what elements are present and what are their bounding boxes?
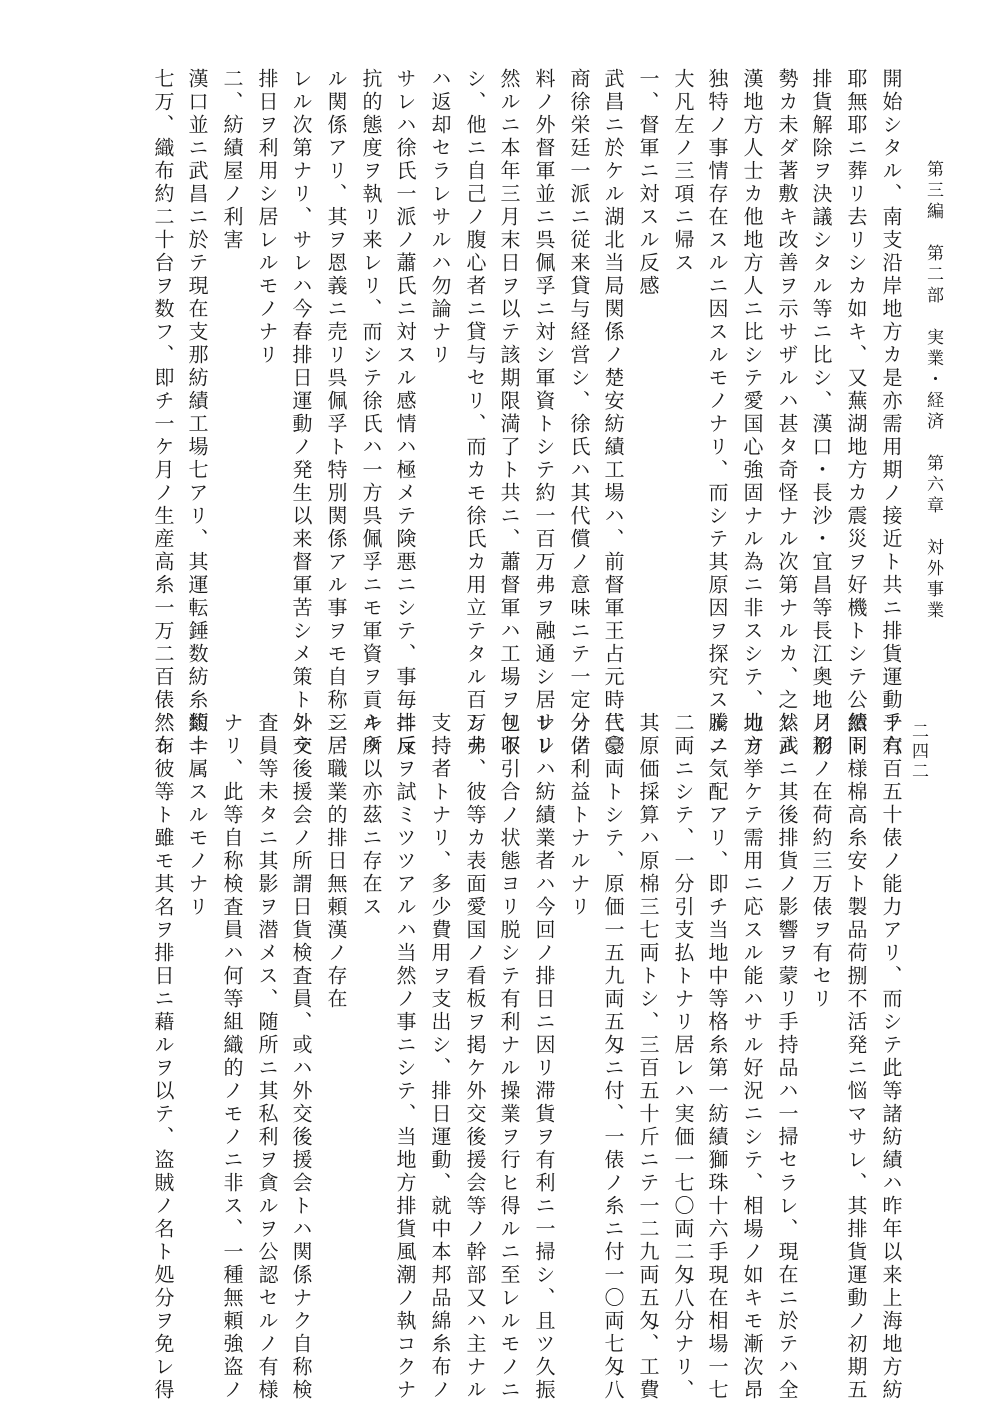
text-line: 類ニ属スルモノナリ	[185, 712, 209, 919]
text-line: サレハ徐氏一派ノ蕭氏ニ対スル感情ハ極メテ険悪ニシテ、事毎ニ反	[393, 68, 417, 758]
text-line: 耶無耶ニ葬リ去リシカ如キ、又蕪湖地方カ震災ヲ好機トシテ公然ト	[844, 68, 868, 758]
page-number: 二四二	[908, 722, 928, 782]
running-head: 第三編 第二部 実業・経済 第六章 対外事業	[923, 160, 943, 622]
text-line: 排貨解除ヲ決議シタル等ニ比シ、漢口・長沙・宜昌等長江奥地ノ形	[809, 68, 833, 758]
text-line: 料ノ外督軍並ニ呉佩孚ニ対シ軍資トシテ約一百万弗ヲ融通シ居レリ	[532, 68, 556, 758]
text-line: 開始シタル、南支沿岸地方カ是亦需用期ノ接近ト共ニ排貨運動ヲ有	[879, 68, 903, 758]
text-line: レル次第ナリ、サレハ今春排日運動ノ発生以来督軍苦シメ策トシテ	[289, 68, 313, 758]
text-line: 分ノ利益トナルナリ	[567, 712, 591, 919]
text-line: 騰ノ気配アリ、即チ当地中等格糸第一紡績獅珠十六手現在相場一七	[705, 712, 729, 1402]
text-line: 漢地方人士カ他地方人ニ比シテ愛国心強固ナル為ニ非スシテ、地方	[740, 68, 764, 758]
text-line: シ、他ニ自己ノ腹心者ニ貸与セリ、而カモ徐氏カ用立テタル百万弗	[463, 68, 487, 758]
text-line: 漢口並ニ武昌ニ於テ現在支那紡績工場七アリ、其運転錘数紡糸約十	[185, 68, 209, 758]
text-line: 月初ノ在荷約三万俵ヲ有セリ	[809, 712, 833, 1011]
text-line: 七万、織布約二十台ヲ数フ、即チ一ケ月ノ生産高糸一万二百俵、布	[151, 68, 175, 758]
text-line: 排日ヲ利用シ居レルモノナリ	[255, 68, 279, 367]
text-line: ハ返却セラレサルハ勿論ナリ	[428, 68, 452, 367]
section-heading: 三、職業的排日無頼漢ノ存在	[324, 712, 348, 1011]
text-line: 抗的態度ヲ執リ来レリ、而シテ徐氏ハ一方呉佩孚ニモ軍資ヲ貢キタ	[359, 68, 383, 758]
text-line: シテ、彼等カ表面愛国ノ看板ヲ掲ケ外交後援会等ノ幹部又ハ主ナル	[463, 712, 487, 1402]
text-line: 独特ノ事情存在スルニ因スルモノナリ、而シテ其原因ヲ探究スルニ	[705, 68, 729, 758]
text-line: 支持者トナリ、多少費用ヲ支出シ、排日運動、就中本邦品綿糸布ノ	[428, 712, 452, 1402]
text-line: 其原価採算ハ原棉三七両トシ、三百五十斤ニテ一二九両五匁、工費	[636, 712, 660, 1402]
section-heading: 二、紡績屋ノ利害	[220, 68, 244, 252]
text-line: ナリ、此等自称検査員ハ何等組織的ノモノニ非ス、一種無頼強盗ノ	[220, 712, 244, 1402]
text-line: 千六百五十俵ノ能力アリ、而シテ此等諸紡績ハ昨年以来上海地方紡	[879, 712, 903, 1402]
text-line: ル所以亦茲ニ存在ス	[359, 712, 383, 919]
text-line: 績同様棉高糸安ト製品荷捌不活発ニ悩マサレ、其排貨運動ノ初期五	[844, 712, 868, 1402]
text-line: 三〇両トシテ、原価一五九両五匁ニ付、一俵ノ糸ニ付一〇両七匁八	[601, 712, 625, 1402]
text-line: 商徐栄廷一派ニ従来貸与経営シ、徐氏ハ其代償ノ意味ニテ一定ノ借	[567, 68, 591, 758]
text-line: 然ルニ其後排貨ノ影響ヲ蒙リ手持品ハ一掃セラレ、現在ニ於テハ全	[775, 712, 799, 1402]
section-heading: 一、督軍ニ対スル反感	[636, 68, 660, 298]
text-line: 排斥ヲ試ミツツアルハ当然ノ事ニシテ、当地方排貨風潮ノ執コクナ	[393, 712, 417, 1402]
text-line: 査員等未タニ其影ヲ潜メス、随所ニ其私利ヲ貪ルヲ公認セルノ有様	[255, 712, 279, 1402]
text-line: 武昌ニ於ケル湖北当局関係ノ楚安紡績工場ハ、前督軍王占元時代豪	[601, 68, 625, 758]
text-line: 然ルニ本年三月末日ヲ以テ該期限満了ト共ニ、蕭督軍ハ工場ヲ包収	[497, 68, 521, 758]
text-line: サレハ紡績業者ハ今回ノ排日ニ因リ滞貨ヲ有利ニ一掃シ、且ツ久振	[532, 712, 556, 1402]
text-line: ル関係アリ、其ヲ恩義ニ売リ呉佩孚ト特別関係アル事ヲモ自称シ居	[324, 68, 348, 758]
text-line: 然シ彼等ト雖モ其名ヲ排日ニ藉ルヲ以テ、盗賊ノ名ト処分ヲ免レ得	[151, 712, 175, 1402]
text-line: 二両ニシテ、一分引支払トナリ居レハ実価一七〇両二匁八分ナリ、	[671, 712, 695, 1402]
text-line: 勢カ未ダ著敷キ改善ヲ示サザルハ甚タ奇怪ナル次第ナルカ、之レ武	[775, 68, 799, 758]
text-line: 力ヲ挙ケテ需用ニ応スル能ハサル好況ニシテ、相場ノ如キモ漸次昂	[740, 712, 764, 1402]
text-line: 外交後援会ノ所謂日貨検査員、或ハ外交後援会トハ関係ナク自称検	[289, 712, 313, 1402]
text-line: リ不引合ノ状態ヨリ脱シテ有利ナル操業ヲ行ヒ得ルニ至レルモノニ	[497, 712, 521, 1402]
text-line: 大凡左ノ三項ニ帰ス	[671, 68, 695, 275]
